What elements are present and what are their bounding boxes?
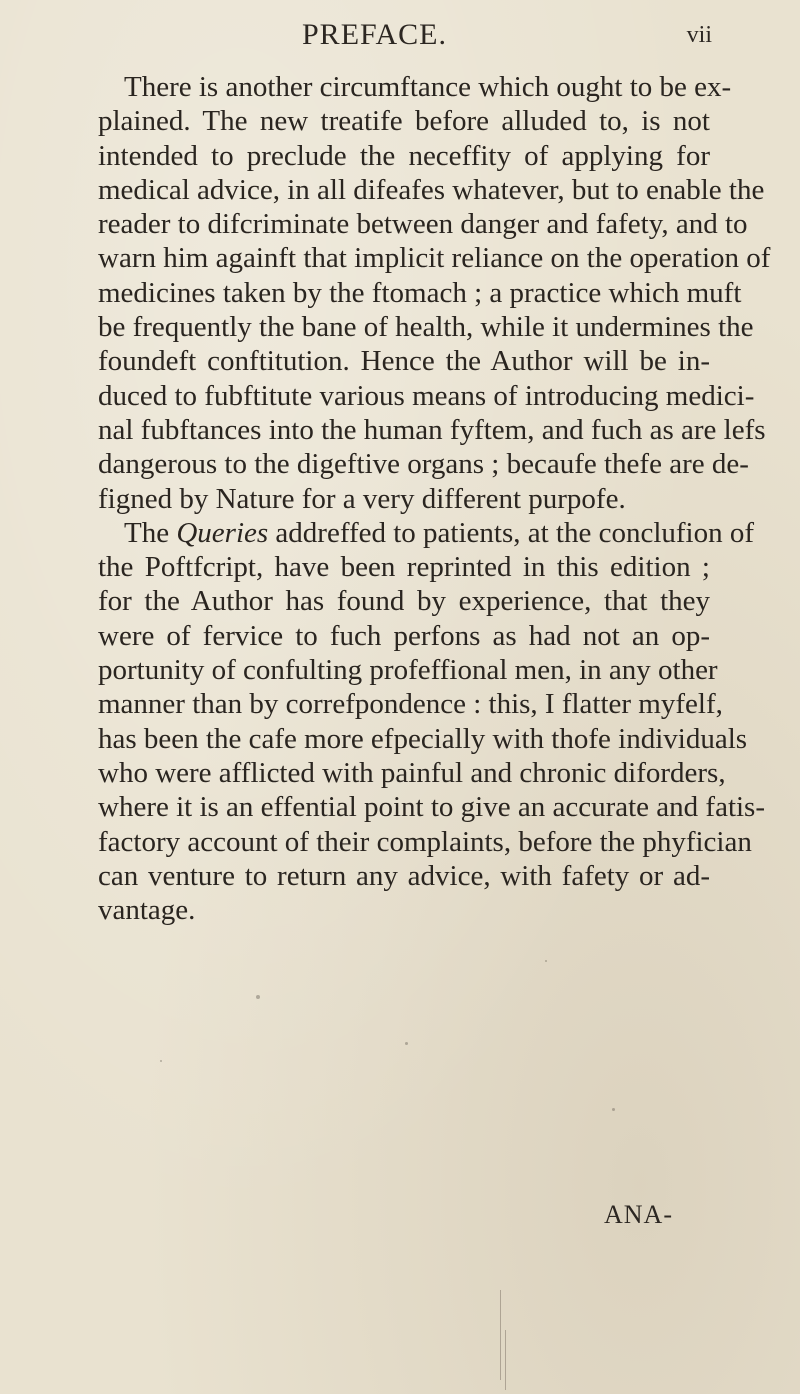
text-line: There is another circumftance which ought to be ex- — [124, 71, 732, 103]
text-line: vantage. — [98, 894, 196, 927]
text-line: where it is an effential point to give an accurate and fatis- — [98, 791, 765, 824]
text-line: the Poftfcript, have been reprinted in this edition ; — [98, 551, 710, 584]
text-line: for the Author has found by experience, that they — [98, 585, 710, 618]
text-line: duced to fubftitute various means of introducing medici- — [98, 379, 755, 412]
paper-crease — [505, 1330, 506, 1390]
page-number: vii — [686, 22, 712, 48]
paper-crease — [500, 1290, 501, 1380]
paragraph-queries — [98, 516, 765, 928]
text-line: portunity of confulting profeffional men, in any other — [98, 654, 718, 687]
text-line: reader to difcriminate between danger and fafety, and to — [98, 208, 748, 241]
text-line: warn him againft that implicit reliance on the operation of — [98, 242, 771, 275]
text-run: addreffed to patients, at the conclufion of — [268, 516, 755, 549]
text-line: intended to preclude the neceffity of applying for — [98, 139, 710, 172]
text-line: figned by Nature for a very different purpofe. — [98, 482, 626, 515]
text-line: be frequently the bane of health, while it undermines the — [98, 311, 754, 344]
foxing-speck — [160, 1060, 162, 1062]
text-line — [98, 516, 755, 550]
catchword: ANA- — [604, 1200, 673, 1229]
running-head: PREFACE. — [302, 18, 447, 51]
text-line: medicines taken by the ftomach ; a practice which muft — [98, 276, 742, 309]
text-line: plained. The new treatife before alluded to, is not — [98, 105, 710, 138]
text-line: medical advice, in all difeafes whatever, but to enable the — [98, 173, 765, 206]
text-line: manner than by correfpondence : this, I flatter myfelf, — [98, 688, 723, 721]
foxing-speck — [612, 1108, 615, 1111]
text-line: has been the cafe more efpecially with thofe individuals — [98, 722, 748, 755]
foxing-speck — [256, 995, 260, 999]
body-text — [98, 70, 771, 927]
foxing-speck — [545, 960, 547, 962]
text-line: were of fervice to fuch perfons as had not an op- — [98, 619, 710, 652]
text-line: nal fubftances into the human fyftem, and fuch as are lefs — [98, 413, 766, 446]
page-header — [302, 18, 712, 58]
text-line: who were afflicted with painful and chronic diforders, — [98, 756, 726, 789]
queries-italic: Queries — [176, 516, 269, 549]
text-run: The — [124, 516, 177, 549]
text-line: can venture to return any advice, with fafety or ad- — [98, 859, 710, 892]
paragraph-circumstance — [98, 70, 771, 516]
text-line: foundeft conftitution. Hence the Author will be in- — [98, 345, 710, 378]
foxing-speck — [405, 1042, 408, 1045]
text-line: dangerous to the digeftive organs ; becaufe thefe are de- — [98, 448, 749, 481]
text-line: factory account of their complaints, before the phyfician — [98, 825, 752, 858]
